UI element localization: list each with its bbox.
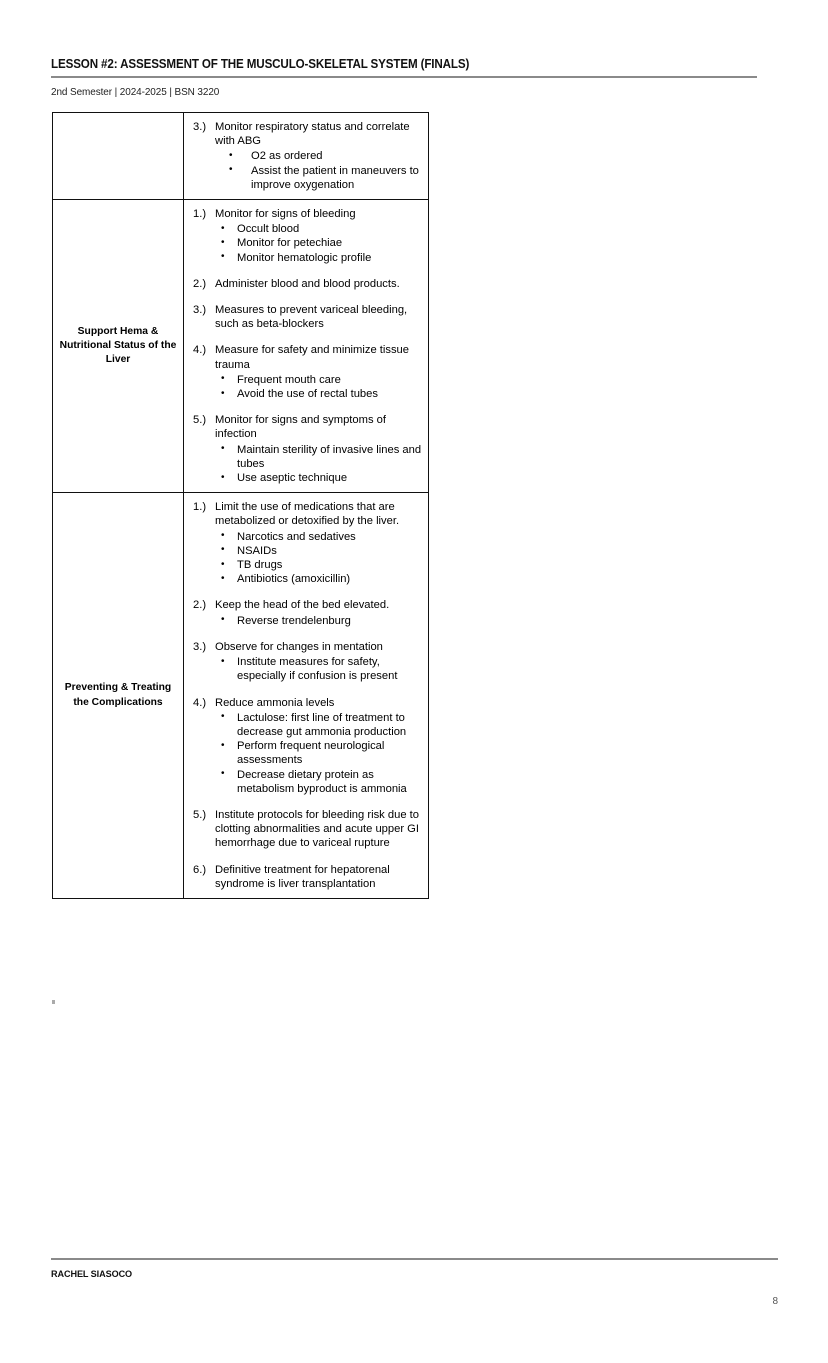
- item-text: Institute protocols for bleeding risk due to clotting abnormalities and acute upper GI hemorrhage due to variceal rupture: [215, 808, 419, 850]
- item-text: Keep the head of the bed elevated.: [215, 599, 390, 612]
- bullet-list: [215, 614, 422, 628]
- footer-divider: [51, 1258, 778, 1260]
- item-number: 1.): [193, 501, 207, 514]
- bullet-item: • Occult blood: [215, 222, 422, 236]
- item-text: Measure for safety and minimize tissue trauma: [215, 344, 409, 371]
- item-text: Measures to prevent variceal bleeding, such as beta-blockers: [215, 304, 408, 331]
- item-number: 3.): [193, 121, 207, 133]
- item-number: 1.): [193, 208, 207, 221]
- numbered-item: [193, 808, 422, 851]
- bullet-item: • Assist the patient in maneuvers to improve oxygenation: [215, 164, 422, 192]
- bullet-list: [215, 373, 422, 401]
- header-subtitle: 2nd Semester | 2024-2025 | BSN 3220: [51, 86, 220, 98]
- lesson-content-table: [52, 112, 429, 899]
- bullet-item: • Avoid the use of rectal tubes: [215, 387, 422, 401]
- document-footer: [51, 1258, 778, 1307]
- bullet-list: [215, 530, 422, 587]
- item-number: 5.): [193, 808, 207, 821]
- row-category-label: Support Hema & Nutritional Status of the Liver: [53, 200, 184, 493]
- bullet-item: • Maintain sterility of invasive lines and tubes: [215, 443, 422, 471]
- bullet-item: • Frequent mouth care: [215, 373, 422, 387]
- scan-artifact-mark: [52, 1000, 55, 1004]
- document-header: [51, 56, 757, 98]
- bullet-list: [215, 443, 422, 486]
- bullet-item: • TB drugs: [215, 558, 422, 572]
- bullet-item: • Monitor hematologic profile: [215, 251, 422, 265]
- numbered-list: [193, 120, 422, 192]
- header-divider: [51, 76, 757, 78]
- item-number: 4.): [193, 696, 207, 709]
- row-content-cell: [184, 113, 429, 200]
- table-row: [53, 200, 429, 493]
- bullet-item: • Decrease dietary protein as metabolism byproduct is ammonia: [215, 768, 422, 796]
- bullet-item: • Monitor for petechiae: [215, 236, 422, 250]
- bullet-item: • O2 as ordered: [215, 149, 422, 163]
- table-row: [53, 493, 429, 899]
- row-category-label: [53, 113, 184, 200]
- bullet-item: • Narcotics and sedatives: [215, 530, 422, 544]
- bullet-item: • Lactulose: first line of treatment to decrease gut ammonia production: [215, 711, 422, 739]
- bullet-item: • NSAIDs: [215, 544, 422, 558]
- numbered-item: [193, 500, 422, 586]
- numbered-list: [193, 500, 422, 891]
- bullet-list: [215, 149, 422, 192]
- numbered-item: [193, 343, 422, 401]
- bullet-item: • Antibiotics (amoxicillin): [215, 572, 422, 586]
- item-number: 3.): [193, 640, 207, 653]
- item-number: 3.): [193, 304, 207, 317]
- numbered-list: [193, 207, 422, 485]
- item-text: Administer blood and blood products.: [215, 277, 400, 290]
- bullet-item: • Use aseptic technique: [215, 471, 422, 485]
- numbered-item: [193, 640, 422, 684]
- item-number: 6.): [193, 863, 207, 876]
- bullet-list: [215, 711, 422, 796]
- numbered-item: [193, 696, 422, 796]
- item-text: Monitor for signs of bleeding: [215, 208, 356, 221]
- item-text: Monitor respiratory status and correlate with ABG: [215, 121, 410, 148]
- item-number: 5.): [193, 414, 207, 427]
- numbered-item: [193, 863, 422, 891]
- footer-author: RACHEL SIASOCO: [51, 1269, 133, 1280]
- item-text: Monitor for signs and symptoms of infection: [215, 414, 386, 441]
- numbered-item: [193, 207, 422, 265]
- page-title: LESSON #2: ASSESSMENT OF THE MUSCULO-SKELETAL SYSTEM (FINALS): [51, 57, 470, 71]
- numbered-item: [193, 303, 422, 331]
- item-text: Definitive treatment for hepatorenal syndrome is liver transplantation: [215, 863, 390, 890]
- bullet-item: • Reverse trendelenburg: [215, 614, 422, 628]
- table-row: [53, 113, 429, 200]
- numbered-item: [193, 413, 422, 485]
- bullet-list: [215, 222, 422, 265]
- numbered-item: [193, 277, 422, 291]
- item-text: Reduce ammonia levels: [215, 696, 335, 709]
- item-text: Observe for changes in mentation: [215, 640, 383, 653]
- row-category-label: Preventing & Treating the Complications: [53, 493, 184, 899]
- row-content-cell: [184, 493, 429, 899]
- item-text: Limit the use of medications that are metabolized or detoxified by the liver.: [215, 501, 400, 528]
- item-number: 2.): [193, 277, 207, 290]
- numbered-item: [193, 598, 422, 627]
- item-number: 4.): [193, 344, 207, 357]
- bullet-item: • Institute measures for safety, especially if confusion is present: [215, 655, 422, 683]
- bullet-item: • Perform frequent neurological assessments: [215, 739, 422, 767]
- row-content-cell: [184, 200, 429, 493]
- item-number: 2.): [193, 599, 207, 612]
- page-number: 8: [772, 1296, 778, 1307]
- bullet-list: [215, 655, 422, 683]
- table-body: [53, 113, 429, 899]
- numbered-item: [193, 120, 422, 192]
